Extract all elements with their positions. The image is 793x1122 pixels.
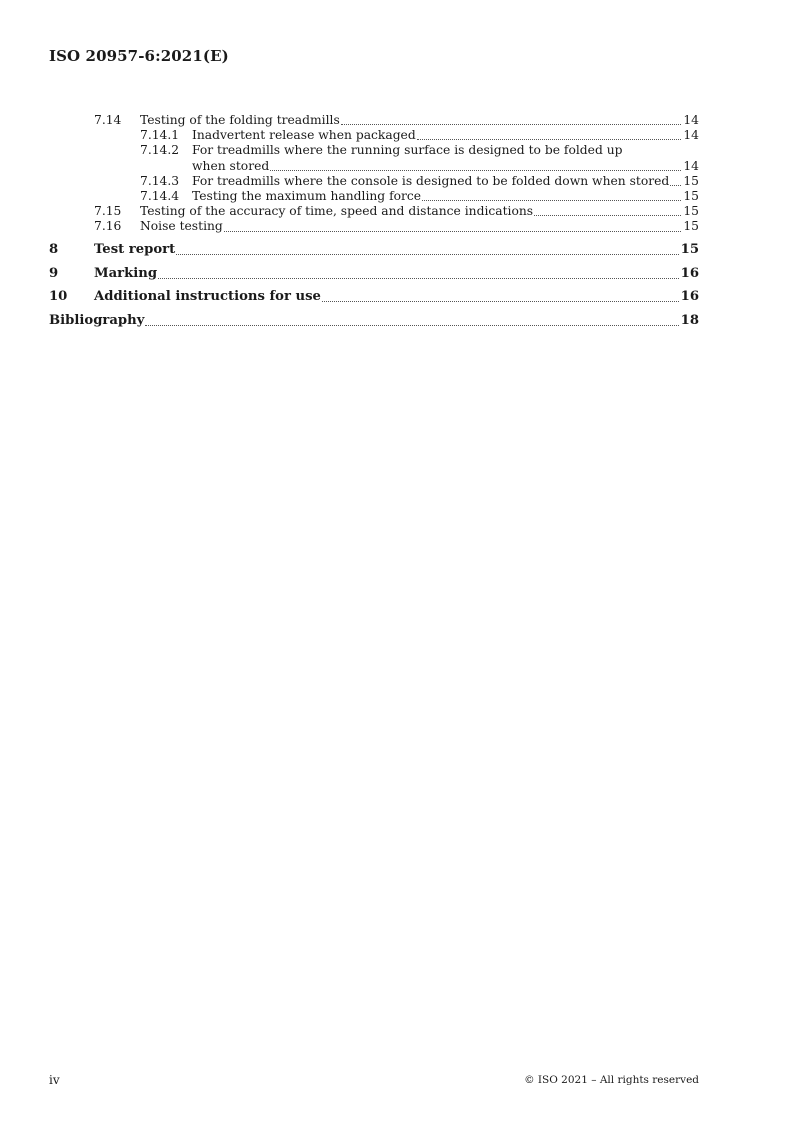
- toc-title-line-2: when stored: [192, 158, 270, 173]
- toc-title: Bibliography: [49, 312, 145, 328]
- toc-title-line-2-row: [192, 159, 699, 174]
- dot-leader: [176, 254, 678, 255]
- toc-number: 7.14.4: [140, 189, 180, 204]
- footer-copyright: © ISO 2021 – All rights reserved: [524, 1074, 699, 1086]
- footer-page-label: iv: [49, 1073, 60, 1087]
- toc-page-number: 15: [680, 242, 699, 258]
- toc-number: 7.14.1: [140, 128, 180, 143]
- toc-entry-7-14-2[interactable]: [49, 143, 699, 173]
- dot-leader: [417, 139, 682, 140]
- dot-leader: [322, 301, 679, 302]
- toc-page-number: 15: [683, 173, 699, 188]
- dot-leader: [145, 325, 678, 326]
- toc-entry-7-14-4[interactable]: [49, 189, 699, 204]
- toc-title: Noise testing: [140, 219, 223, 234]
- toc-page-number: 14: [683, 128, 699, 143]
- dot-leader: [422, 200, 681, 201]
- toc-entry-7-14[interactable]: [49, 113, 699, 128]
- toc-title: Testing the maximum handling force: [192, 189, 422, 204]
- toc-number: 7.14.2: [140, 143, 180, 158]
- toc-title-wrapped: [192, 143, 699, 173]
- toc-number: 7.14: [94, 113, 122, 127]
- document-id-header: ISO 20957-6:2021(E): [49, 47, 229, 65]
- toc-page-number: 15: [683, 219, 699, 234]
- dot-leader: [341, 124, 682, 125]
- toc-page-number: 14: [683, 113, 699, 127]
- toc-title: For treadmills where the console is designed to be folded down when stored: [192, 173, 670, 188]
- toc-entry-10[interactable]: [49, 289, 699, 305]
- toc-entry-8[interactable]: [49, 242, 699, 258]
- toc-title: Testing of the folding treadmills: [140, 113, 340, 127]
- toc-number: 7.14.3: [140, 173, 180, 188]
- toc-page-number: 15: [683, 204, 699, 219]
- toc-entry-7-14-3[interactable]: [49, 174, 699, 189]
- toc-number: 7.16: [94, 219, 122, 234]
- toc-title: Testing of the accuracy of time, speed and distance indications: [140, 204, 534, 219]
- table-of-contents: [49, 113, 699, 329]
- toc-number: 8: [49, 242, 59, 258]
- toc-number: 10: [49, 289, 68, 305]
- toc-number: 7.15: [94, 204, 122, 219]
- toc-title-line-1: For treadmills where the running surface is designed to be folded up: [192, 143, 623, 158]
- toc-title: Inadvertent release when packaged: [192, 128, 416, 143]
- toc-page-number: 15: [683, 189, 699, 204]
- dot-leader: [270, 170, 681, 171]
- toc-page-number: 14: [683, 158, 699, 173]
- dot-leader: [670, 185, 681, 186]
- toc-entry-9[interactable]: [49, 266, 699, 282]
- toc-entry-7-16[interactable]: [49, 219, 699, 234]
- toc-title: Test report: [94, 242, 176, 258]
- toc-page-number: 16: [680, 265, 699, 281]
- dot-leader: [224, 231, 682, 232]
- toc-number: 9: [49, 265, 59, 281]
- toc-entry-7-15[interactable]: [49, 204, 699, 219]
- dot-leader: [158, 278, 679, 279]
- dot-leader: [534, 215, 681, 216]
- toc-entry-7-14-1[interactable]: [49, 128, 699, 143]
- toc-page-number: 16: [680, 289, 699, 305]
- toc-page-number: 18: [680, 312, 699, 328]
- toc-title: Additional instructions for use: [94, 289, 321, 305]
- toc-title: Marking: [94, 265, 158, 281]
- toc-entry-bibliography[interactable]: [49, 313, 699, 329]
